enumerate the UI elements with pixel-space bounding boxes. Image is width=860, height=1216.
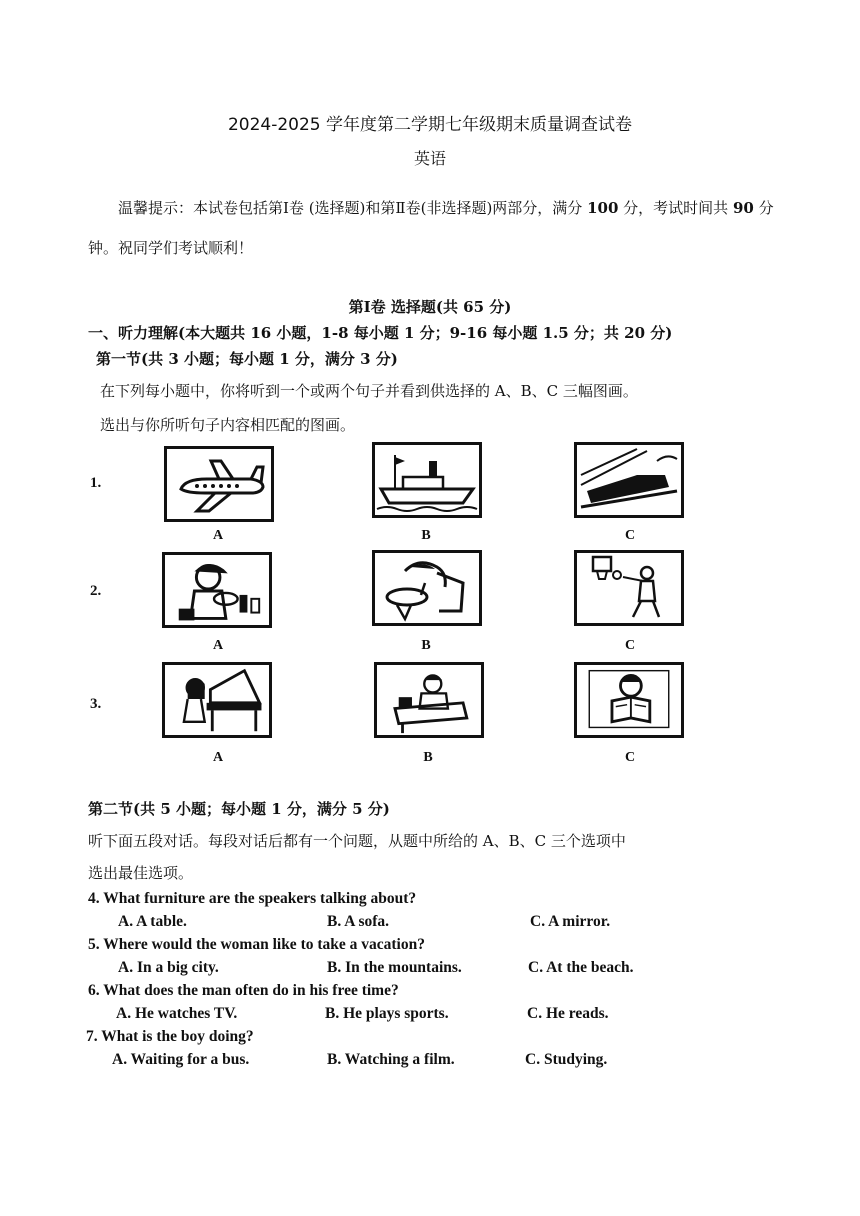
- question-7-option-c[interactable]: C. Studying.: [525, 1051, 608, 1068]
- section2-heading: 第二节(共 5 小题；每小题 1 分，满分 5 分): [88, 800, 390, 818]
- picture-2b-label: B: [421, 638, 431, 653]
- picture-3a[interactable]: [162, 662, 272, 738]
- tip-time: 90: [732, 199, 754, 217]
- picture-2c[interactable]: [574, 550, 684, 626]
- question-5-option-a[interactable]: A. In a big city.: [118, 959, 219, 976]
- ship-icon: [375, 445, 479, 515]
- picture-1c-label: C: [624, 528, 636, 543]
- picture-2c-label: C: [624, 638, 636, 653]
- picture-1b[interactable]: [372, 442, 482, 518]
- airplane-icon: [167, 449, 271, 519]
- question-5-option-c[interactable]: C. At the beach.: [528, 959, 634, 976]
- question-4: 4. What furniture are the speakers talking about?: [88, 890, 417, 907]
- tip-score: 100: [587, 199, 619, 217]
- picture-1c[interactable]: [574, 442, 684, 518]
- tip-mid: 分，考试时间共: [618, 199, 733, 217]
- train-icon: [577, 445, 681, 515]
- question-5-option-b[interactable]: B. In the mountains.: [327, 959, 462, 976]
- picture-2a[interactable]: [162, 552, 272, 628]
- subject-title: 英语: [413, 149, 446, 168]
- reading-book-icon: [577, 665, 681, 735]
- section1-heading: 第一节(共 3 小题；每小题 1 分，满分 3 分): [96, 350, 398, 368]
- exam-tip: [88, 188, 788, 268]
- studying-desk-icon: [377, 665, 481, 735]
- picture-3c-label: C: [624, 750, 636, 765]
- picture-3b[interactable]: [374, 662, 484, 738]
- picture-question-2-number: 2.: [90, 583, 102, 599]
- picture-question-3-number: 3.: [90, 696, 102, 712]
- picture-3c[interactable]: [574, 662, 684, 738]
- picture-2a-label: A: [212, 638, 224, 653]
- question-4-option-a[interactable]: A. A table.: [118, 913, 187, 930]
- question-6-option-c[interactable]: C. He reads.: [527, 1005, 609, 1022]
- cooking-boy-icon: [165, 555, 269, 625]
- part1-title: 第Ⅰ卷 选择题(共 65 分): [348, 298, 512, 316]
- section1-instruction-2: 选出与你所听句子内容相匹配的图画。: [100, 416, 356, 434]
- section2-instruction-2: 选出最佳选项。: [88, 864, 194, 882]
- tip-prefix: 温馨提示：本试卷包括第Ⅰ卷 (选择题)和第Ⅱ卷(非选择题)两部分，满分: [118, 199, 588, 217]
- picture-question-1-number: 1.: [90, 475, 102, 491]
- section2-instruction-1: 听下面五段对话。每段对话后都有一个问题，从题中所给的 A、B、C 三个选项中: [88, 832, 626, 850]
- question-6: 6. What does the man often do in his free time?: [88, 982, 399, 999]
- picture-1a[interactable]: [164, 446, 274, 522]
- basketball-icon: [577, 553, 681, 623]
- question-4-option-b[interactable]: B. A sofa.: [327, 913, 390, 930]
- question-6-option-b[interactable]: B. He plays sports.: [325, 1005, 449, 1022]
- washing-face-icon: [375, 553, 479, 623]
- picture-1a-label: A: [212, 528, 224, 543]
- picture-3b-label: B: [423, 750, 433, 765]
- section1-instruction-1: 在下列每小题中，你将听到一个或两个句子并看到供选择的 A、B、C 三幅图画。: [100, 382, 638, 400]
- question-7: 7. What is the boy doing?: [86, 1028, 254, 1045]
- listening-heading: 一、听力理解(本大题共 16 小题，1-8 每小题 1 分；9-16 每小题 1.5 分；共 20 分): [88, 324, 673, 342]
- question-5: 5. Where would the woman like to take a vacation?: [88, 936, 425, 953]
- question-7-option-a[interactable]: A. Waiting for a bus.: [112, 1051, 250, 1068]
- piano-icon: [165, 665, 269, 735]
- question-6-option-a[interactable]: A. He watches TV.: [116, 1005, 238, 1022]
- exam-title: 2024-2025 学年度第二学期七年级期末质量调查试卷: [227, 115, 633, 135]
- picture-2b[interactable]: [372, 550, 482, 626]
- tip-suffix: 分钟。祝同学们考试顺利！: [88, 199, 774, 257]
- question-4-option-c[interactable]: C. A mirror.: [530, 913, 611, 930]
- question-7-option-b[interactable]: B. Watching a film.: [327, 1051, 455, 1068]
- picture-1b-label: B: [421, 528, 431, 543]
- picture-3a-label: A: [212, 750, 224, 765]
